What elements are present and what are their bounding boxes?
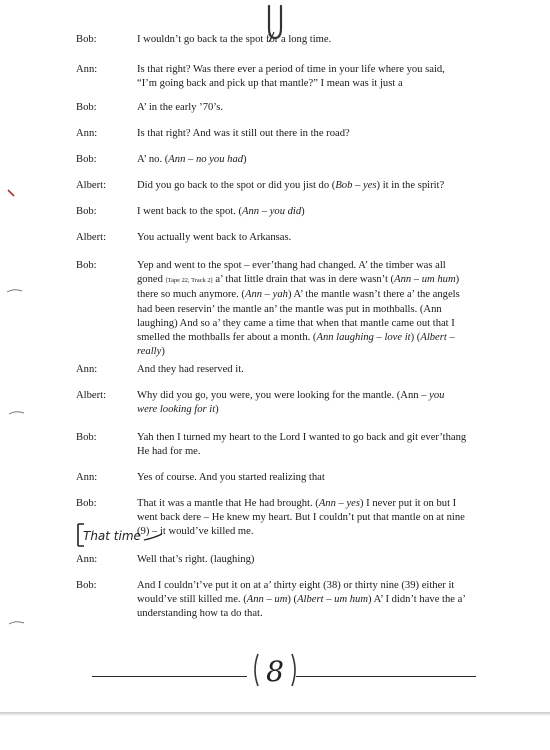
utterance-text: Yah then I turned my heart to the Lord I wanted to go back and git ever’thang He had for me. (137, 432, 467, 458)
utterance-part: ) I never put it on but I went back dere – He knew my heart. But I couldn’t put that mantle on at nine (9) – it would’ve killed me. (137, 498, 465, 538)
interjection-italic: you were looking for it (137, 390, 445, 416)
interjection-italic: Ann – yes (318, 498, 360, 509)
interjection-italic: Bob – yes (335, 180, 377, 191)
utterance-text (137, 389, 467, 417)
speaker-label: Albert: (76, 232, 107, 243)
margin-tick-mark (4, 188, 20, 204)
utterance-part: [Tape 22, Track 2] (165, 277, 213, 285)
interjection-italic: Ann – no you had (168, 154, 244, 165)
speaker-label: Ann: (76, 472, 98, 483)
speaker-label: Bob: (76, 498, 97, 509)
page-number-text: 8 (266, 655, 284, 688)
utterance-text: And they had reserved it. (137, 364, 244, 375)
utterance-part: ) ( (287, 594, 298, 606)
interjection-italic: Ann – um hum (394, 274, 456, 286)
utterance-part: ) ( (410, 332, 421, 344)
utterance-part: ) (161, 346, 165, 358)
utterance-text: I wouldn’t go back ta the spot for a long time. (137, 34, 332, 45)
margin-dash-mark-3 (8, 618, 26, 628)
utterance-part: ) (215, 404, 219, 416)
margin-dash-mark (6, 286, 24, 296)
interjection-italic: Ann laughing – love it (316, 332, 411, 344)
footer-rule-left (92, 676, 247, 677)
utterance-part: ) (301, 206, 305, 217)
utterance-part: a’ that little drain that was in dere wasn’t ( (212, 274, 395, 286)
speaker-label: Ann: (76, 554, 98, 565)
speaker-label: Ann: (76, 128, 98, 139)
utterance-part: ) A’ I didn’t have the a’ understanding how ta do that. (137, 594, 466, 620)
speaker-label: Albert: (76, 180, 107, 191)
utterance-text: You actually went back to Arkansas. (137, 232, 292, 243)
scan-edge-shadow (0, 712, 550, 716)
utterance-text: A’ in the early ’70’s. (137, 102, 224, 113)
interjection-italic: Ann – um (246, 594, 288, 606)
utterance-part: ) there so much anymore. ( (137, 274, 460, 301)
utterance-text (137, 259, 467, 359)
utterance-text: Is that right? Was there ever a period of time in your life where you said, “I’m going back and pick up that mantle?” I mean was it just a (137, 64, 445, 90)
handwritten-margin-note (74, 518, 164, 552)
speaker-label: Bob: (76, 154, 97, 165)
utterance-part: That it was a mantle that He had brought. ( (137, 498, 319, 509)
speaker-label: Bob: (76, 102, 97, 113)
interjection-italic: Albert – really (137, 332, 455, 358)
utterance-text: Well that’s right. (laughing) (137, 554, 255, 565)
utterance-part: Yep and went to the spot – ever’thang had changed. A’ the timber was all goned (137, 260, 446, 286)
utterance-text (137, 497, 467, 540)
utterance-part: Did you go back to the spot or did you jist do ( (137, 180, 336, 191)
utterance-part: Why did you go, you were, you were looking for the mantle. (Ann – (137, 390, 430, 401)
speaker-label: Bob: (76, 34, 97, 45)
interjection-italic: Albert – um hum (297, 594, 368, 606)
utterance-text (137, 205, 467, 219)
handwritten-insert-mark (262, 2, 288, 42)
speaker-label: Bob: (76, 580, 97, 591)
speaker-label: Bob: (76, 260, 97, 271)
utterance-part: And I couldn’t’ve put it on at a’ thirty eight (38) or thirty nine (39) either it would’ve still killed me. ( (137, 580, 455, 606)
footer-rule-right (296, 676, 476, 677)
utterance-part: ) (243, 154, 247, 165)
speaker-label: Ann: (76, 64, 98, 75)
utterance-text: Is that right? And was it still out there in the road? (137, 128, 350, 139)
utterance-part: A’ no. ( (137, 154, 169, 165)
utterance-text (137, 179, 467, 193)
utterance-text: Yes of course. And you started realizing that (137, 472, 325, 483)
utterance-text (137, 579, 467, 622)
interjection-italic: Ann – yah (244, 289, 288, 301)
handwritten-page-number (250, 648, 300, 692)
utterance-part: I went back to the spot. ( (137, 206, 243, 217)
margin-dash-mark-2 (8, 408, 26, 418)
speaker-label: Albert: (76, 390, 107, 401)
speaker-label: Bob: (76, 432, 97, 443)
utterance-part: ) it in the spirit? (376, 180, 445, 191)
speaker-label: Bob: (76, 206, 97, 217)
interjection-italic: Ann – you did (242, 206, 302, 217)
margin-note-text: That time (83, 529, 141, 543)
utterance-text (137, 153, 467, 167)
utterance-part: ) A’ the mantle wasn’t there a’ the angels had been reservin’ the mantle an’ the mantle was put in mothballs. (Ann laughing) And so a’ they came a time that when that mantle came out that I smelled the mothballs fer about a month. ( (137, 289, 460, 344)
speaker-label: Ann: (76, 364, 98, 375)
